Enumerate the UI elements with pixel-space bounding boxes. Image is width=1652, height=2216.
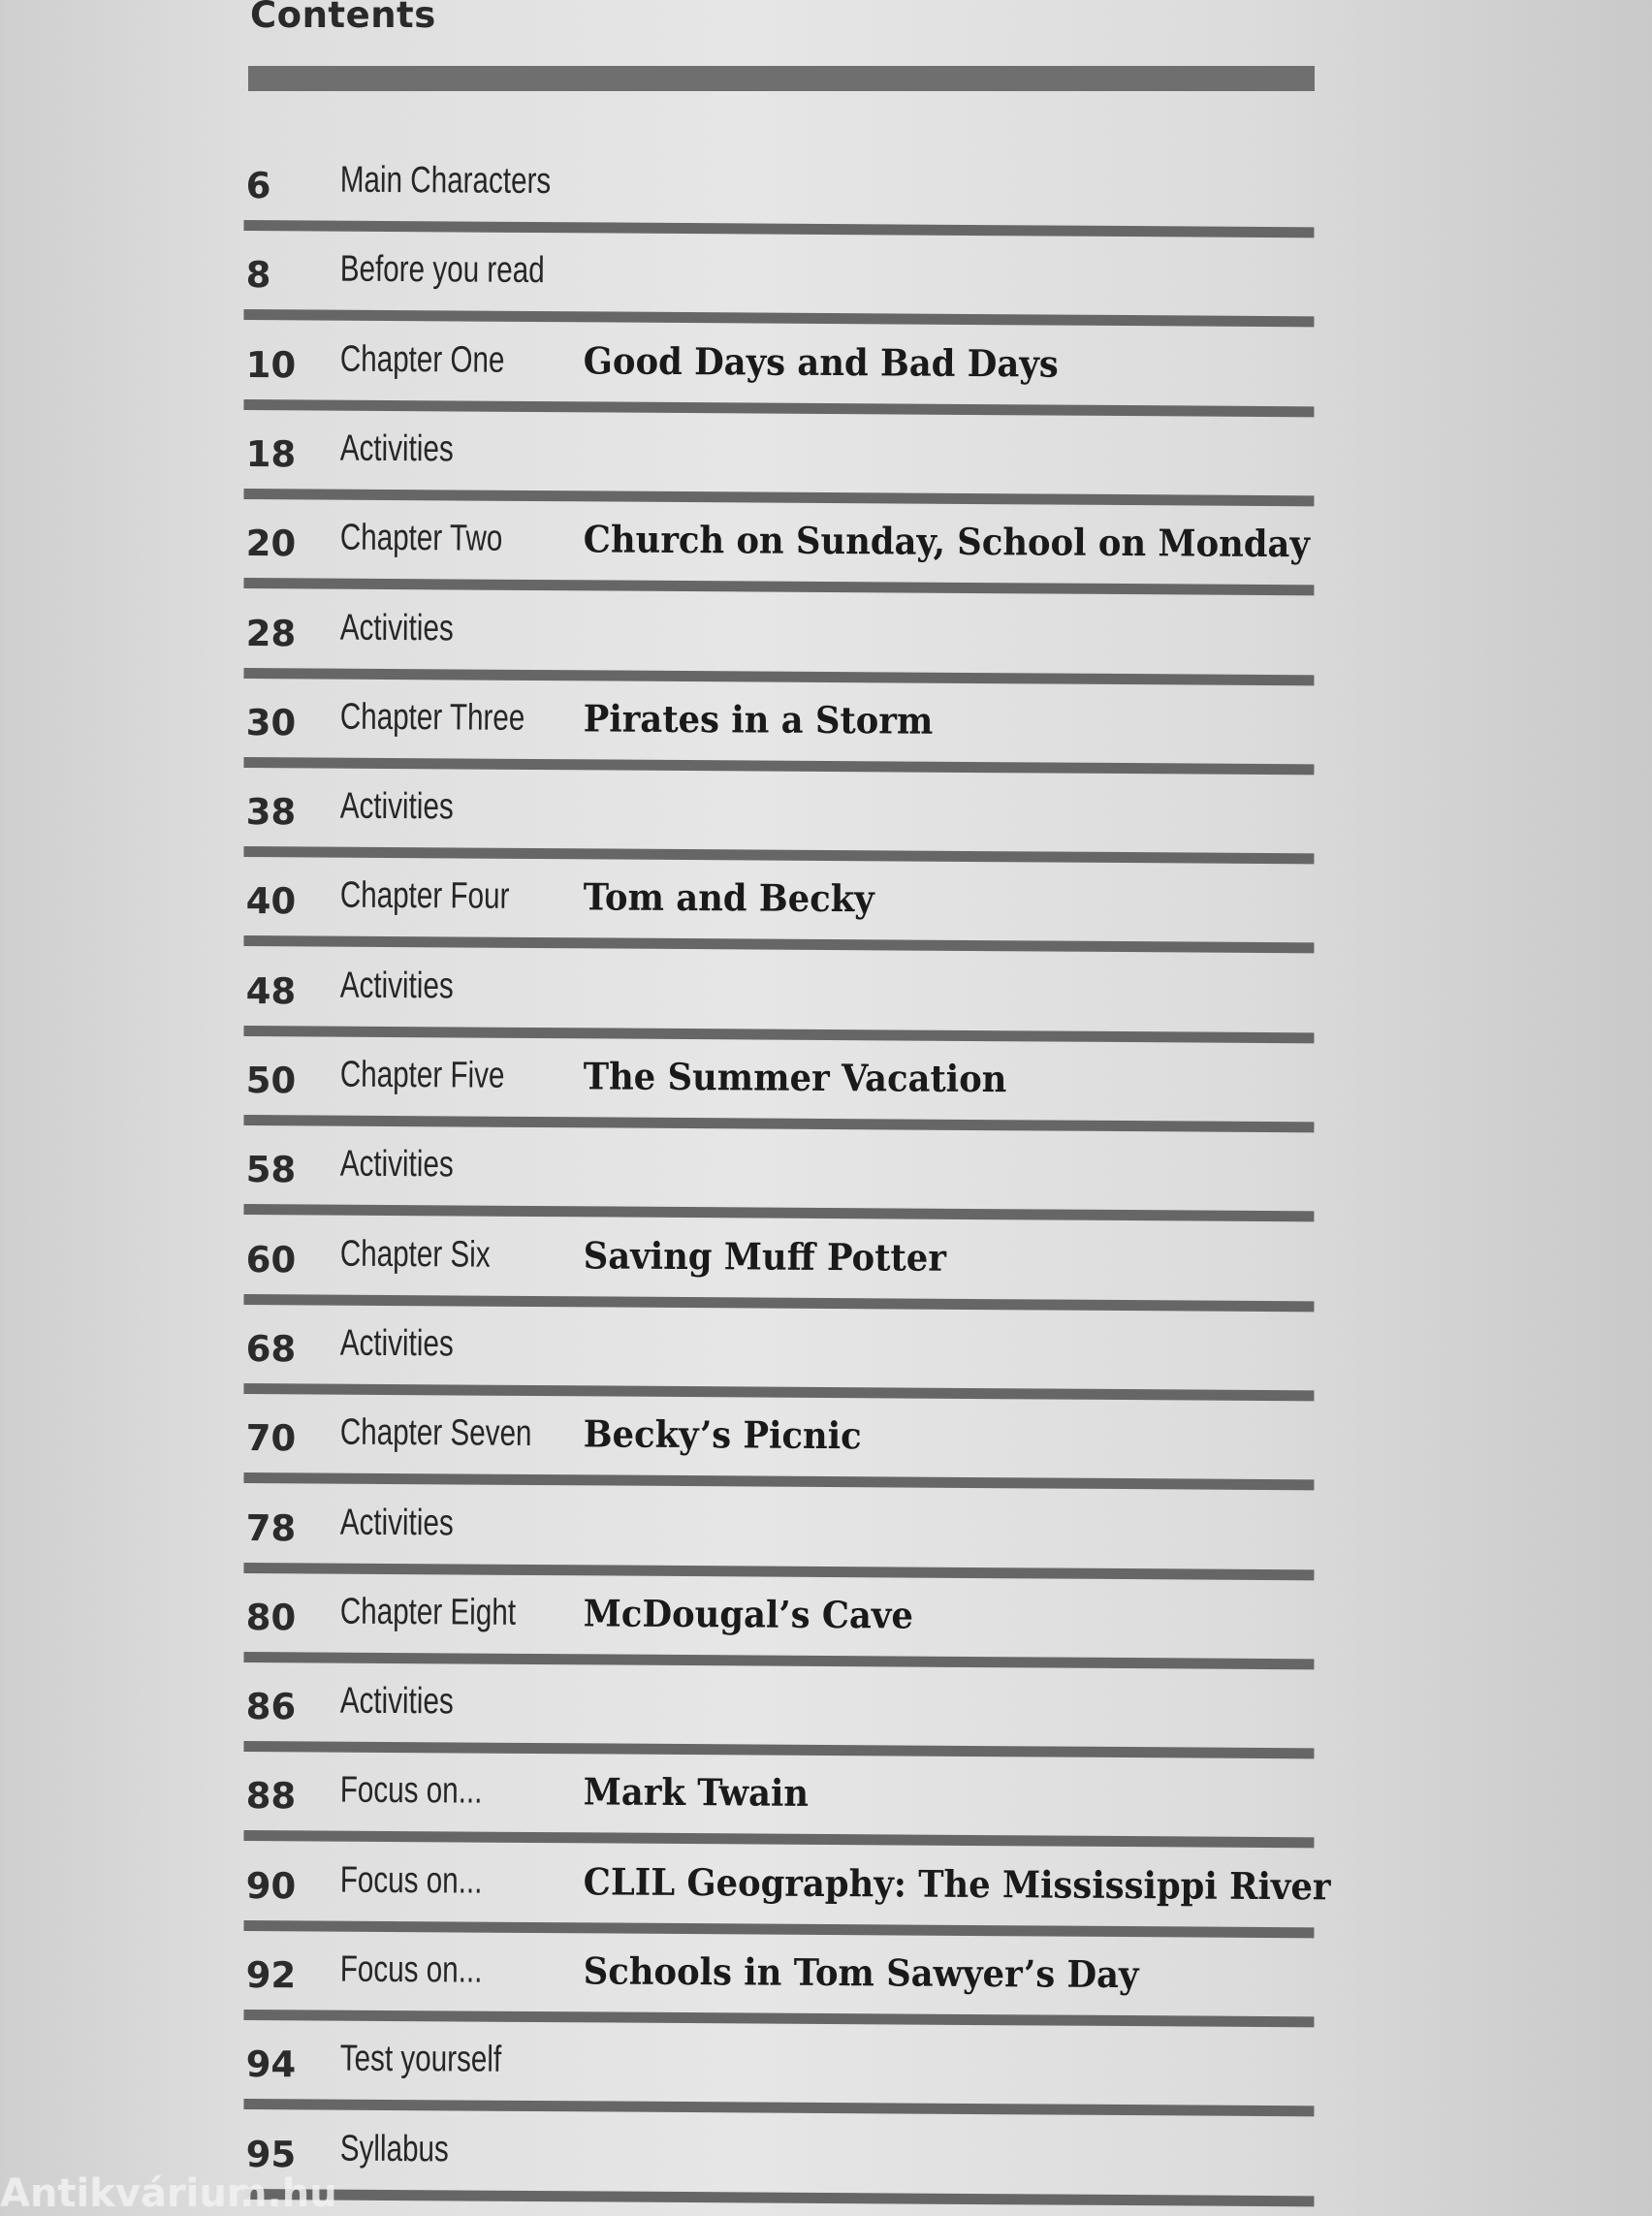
page-number: 92 <box>245 1954 297 1997</box>
entry-rule <box>243 1115 1314 1132</box>
page-number: 28 <box>245 612 297 654</box>
toc-entry-78[interactable] <box>243 1490 1353 1585</box>
section-label: Focus on... <box>339 1948 483 1991</box>
entry-rule <box>243 220 1314 237</box>
chapter-title: Saving Muff Potter <box>583 1232 947 1280</box>
section-label: Main Characters <box>339 159 552 203</box>
entry-rule <box>243 399 1314 417</box>
page-number: 18 <box>245 432 297 476</box>
toc-entry-8[interactable] <box>243 237 1353 332</box>
page-number: 78 <box>245 1506 297 1549</box>
section-label: Chapter Four <box>339 875 510 918</box>
chapter-title: Pirates in a Storm <box>583 696 934 743</box>
page-number: 86 <box>245 1686 297 1728</box>
section-label: Chapter Seven <box>339 1411 532 1455</box>
page-number: 94 <box>245 2043 297 2086</box>
section-label: Chapter One <box>339 338 505 381</box>
section-label: Activities <box>339 1680 454 1723</box>
entry-rule <box>243 757 1314 775</box>
section-label: Before you read <box>339 248 545 292</box>
entry-rule <box>243 1741 1314 1758</box>
section-label: Chapter Three <box>339 696 525 739</box>
entry-rule <box>243 1026 1314 1043</box>
page-number: 60 <box>245 1238 297 1281</box>
page-number: 90 <box>245 1864 297 1908</box>
page-number: 80 <box>245 1596 297 1639</box>
entry-rule <box>243 1472 1314 1490</box>
toc-entry-6[interactable] <box>243 147 1353 242</box>
page-number: 40 <box>245 880 297 923</box>
toc-entry-30[interactable] <box>243 684 1353 779</box>
section-label: Test yourself <box>339 2038 502 2081</box>
section-label: Chapter Five <box>339 1054 505 1096</box>
toc-entry-94[interactable] <box>243 2026 1353 2121</box>
watermark-text: Antikvárium.hu <box>0 2171 337 2216</box>
entry-rule <box>243 309 1314 327</box>
page-number: 68 <box>245 1327 297 1371</box>
entry-rule <box>243 489 1314 506</box>
toc-entry-38[interactable] <box>243 774 1353 869</box>
toc-entry-50[interactable] <box>243 1042 1353 1137</box>
section-label: Activities <box>339 427 454 470</box>
toc-entry-10[interactable] <box>243 327 1353 422</box>
chapter-title: Schools in Tom Sawyer’s Day <box>583 1948 1139 1997</box>
entry-rule <box>243 1294 1314 1312</box>
chapter-title: CLIL Geography: The Mississippi River <box>583 1859 1331 1909</box>
toc-entry-48[interactable] <box>243 953 1353 1048</box>
section-label: Focus on... <box>339 1770 483 1813</box>
contents-heading: Contents <box>250 0 436 36</box>
entry-rule <box>243 935 1314 953</box>
chapter-title: Becky’s Picnic <box>583 1411 862 1458</box>
entry-rule <box>243 1920 1314 1938</box>
toc-entry-92[interactable] <box>243 1937 1353 2032</box>
entry-rule <box>243 2099 1314 2116</box>
entry-rule <box>243 2010 1314 2027</box>
page-number: 88 <box>245 1775 297 1818</box>
section-label: Activities <box>339 607 454 649</box>
entry-rule <box>243 578 1314 595</box>
page-number: 50 <box>245 1060 297 1102</box>
toc-entry-88[interactable] <box>243 1757 1353 1852</box>
page-number: 8 <box>245 254 271 297</box>
page-number: 10 <box>245 343 297 386</box>
toc-entry-58[interactable] <box>243 1131 1353 1226</box>
toc-entry-20[interactable] <box>243 505 1353 600</box>
chapter-title: Church on Sunday, School on Monday <box>583 517 1311 566</box>
chapter-title: Mark Twain <box>583 1769 810 1816</box>
page-number: 95 <box>245 2133 297 2175</box>
section-label: Chapter Two <box>339 517 503 559</box>
entry-rule <box>243 2189 1314 2206</box>
toc-entry-70[interactable] <box>243 1400 1353 1495</box>
chapter-title: Good Days and Bad Days <box>583 337 1059 386</box>
toc-entry-90[interactable] <box>243 1848 1353 1943</box>
section-label: Activities <box>339 1502 454 1543</box>
toc-entry-40[interactable] <box>243 863 1353 958</box>
entry-rule <box>243 1652 1314 1669</box>
toc-entry-68[interactable] <box>243 1311 1353 1406</box>
section-label: Activities <box>339 1143 454 1186</box>
page-number: 48 <box>245 969 297 1013</box>
toc-entry-86[interactable] <box>243 1668 1353 1763</box>
section-label: Syllabus <box>339 2128 449 2169</box>
toc-entry-28[interactable] <box>243 595 1353 690</box>
page-number: 30 <box>245 701 297 744</box>
toc-entry-18[interactable] <box>243 416 1353 511</box>
page-number: 6 <box>245 165 271 207</box>
entry-rule <box>243 1830 1314 1848</box>
section-label: Activities <box>339 1322 454 1365</box>
section-label: Activities <box>339 785 454 828</box>
entry-rule <box>243 1383 1314 1401</box>
section-label: Chapter Six <box>339 1233 491 1276</box>
page-number: 38 <box>245 791 297 834</box>
toc-entry-95[interactable] <box>243 2116 1353 2211</box>
toc-entry-60[interactable] <box>243 1221 1353 1316</box>
entry-rule <box>243 1562 1314 1579</box>
page-number: 20 <box>245 522 297 565</box>
page-number: 70 <box>245 1417 297 1460</box>
entry-rule <box>243 1204 1314 1221</box>
chapter-title: Tom and Becky <box>583 874 874 921</box>
section-label: Focus on... <box>339 1859 483 1902</box>
chapter-title: McDougal’s Cave <box>583 1591 914 1637</box>
page-number: 58 <box>245 1149 297 1191</box>
entry-rule <box>243 667 1314 684</box>
entry-rule <box>243 846 1314 864</box>
toc-entry-80[interactable] <box>243 1579 1353 1674</box>
section-label: Chapter Eight <box>339 1591 517 1633</box>
chapter-title: The Summer Vacation <box>583 1054 1007 1101</box>
section-label: Activities <box>339 965 454 1007</box>
